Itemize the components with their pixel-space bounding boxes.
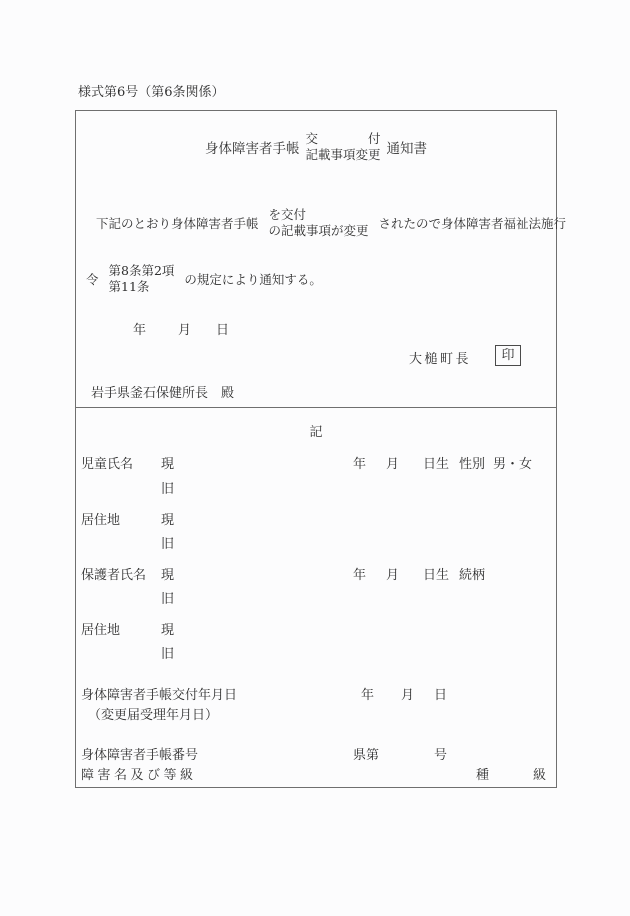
issue-day-label: 日	[434, 688, 448, 703]
line2-suffix: の規定により通知する。	[184, 272, 322, 288]
residence2-old-label: 旧	[161, 647, 175, 662]
record-heading: 記	[309, 425, 323, 440]
line1-option-issued: を交付	[268, 207, 307, 222]
child-birth-month-label: 月	[386, 457, 400, 472]
title-suffix: 通知書	[386, 141, 427, 158]
title-option-change: 記載事項変更	[305, 147, 381, 163]
child-name-label: 児童氏名	[81, 457, 134, 472]
title-issue-right: 付	[367, 131, 381, 146]
guardian-current-label: 現	[161, 568, 175, 583]
residence1-label: 居住地	[81, 513, 121, 528]
line2-articles	[109, 263, 175, 296]
title-prefix: 身体障害者手帳	[204, 141, 300, 158]
sex-label: 性別	[459, 457, 486, 472]
cert-number-label: 身体障害者手帳番号	[81, 748, 199, 763]
grade-label: 級	[533, 768, 547, 783]
title-option-issue	[305, 131, 380, 147]
guardian-birth-day-label: 日生	[423, 568, 450, 583]
section-divider	[75, 407, 557, 408]
issue-year-label: 年	[361, 688, 375, 703]
cert-prefix-label: 県第	[353, 748, 380, 763]
issuer-name: 大槌町長	[409, 352, 472, 367]
form-number: 様式第6号（第6条関係）	[78, 85, 225, 100]
date-month-label: 月	[178, 323, 192, 338]
line1-options	[269, 207, 369, 240]
issue-date-label: 身体障害者手帳交付年月日	[81, 688, 238, 703]
child-birth-year-label: 年	[353, 457, 367, 472]
cert-suffix-label: 号	[434, 748, 448, 763]
guardian-name-label: 保護者氏名	[81, 568, 147, 583]
addressee: 岩手県釜石保健所長 殿	[91, 386, 235, 401]
residence1-current-label: 現	[161, 513, 175, 528]
kind-label: 種	[476, 768, 490, 783]
issue-month-label: 月	[401, 688, 415, 703]
date-day-label: 日	[216, 323, 230, 338]
child-name-old-label: 旧	[161, 482, 175, 497]
line1-suffix: されたので身体障害者福祉法施行	[378, 216, 567, 232]
preamble-line2	[86, 263, 322, 296]
sex-options: 男・女	[493, 457, 533, 472]
relation-label: 続柄	[459, 568, 486, 583]
notice-box	[75, 110, 567, 788]
guardian-birth-year-label: 年	[353, 568, 367, 583]
guardian-old-label: 旧	[161, 592, 175, 607]
residence2-current-label: 現	[161, 623, 175, 638]
disability-label: 障害名及び等級	[81, 768, 197, 783]
line2-article-8-2: 第8条第2項	[108, 263, 175, 278]
child-birth-day-label: 日生	[423, 457, 450, 472]
change-received-sublabel: （変更届受理年月日）	[88, 708, 219, 723]
child-name-current-label: 現	[161, 457, 175, 472]
seal-box: 印	[495, 345, 521, 366]
residence1-old-label: 旧	[161, 537, 175, 552]
title-issue-left: 交	[305, 131, 318, 146]
preamble-line1	[96, 207, 566, 240]
line1-prefix: 下記のとおり身体障害者手帳	[96, 216, 259, 232]
line1-option-changed: の記載事項が変更	[268, 223, 369, 239]
line2-prefix: 令	[86, 272, 99, 288]
guardian-birth-month-label: 月	[386, 568, 400, 583]
title-options	[305, 131, 380, 164]
date-year-label: 年	[133, 323, 147, 338]
form-title	[76, 131, 556, 164]
line2-article-11: 第11条	[108, 279, 150, 295]
residence2-label: 居住地	[81, 623, 121, 638]
